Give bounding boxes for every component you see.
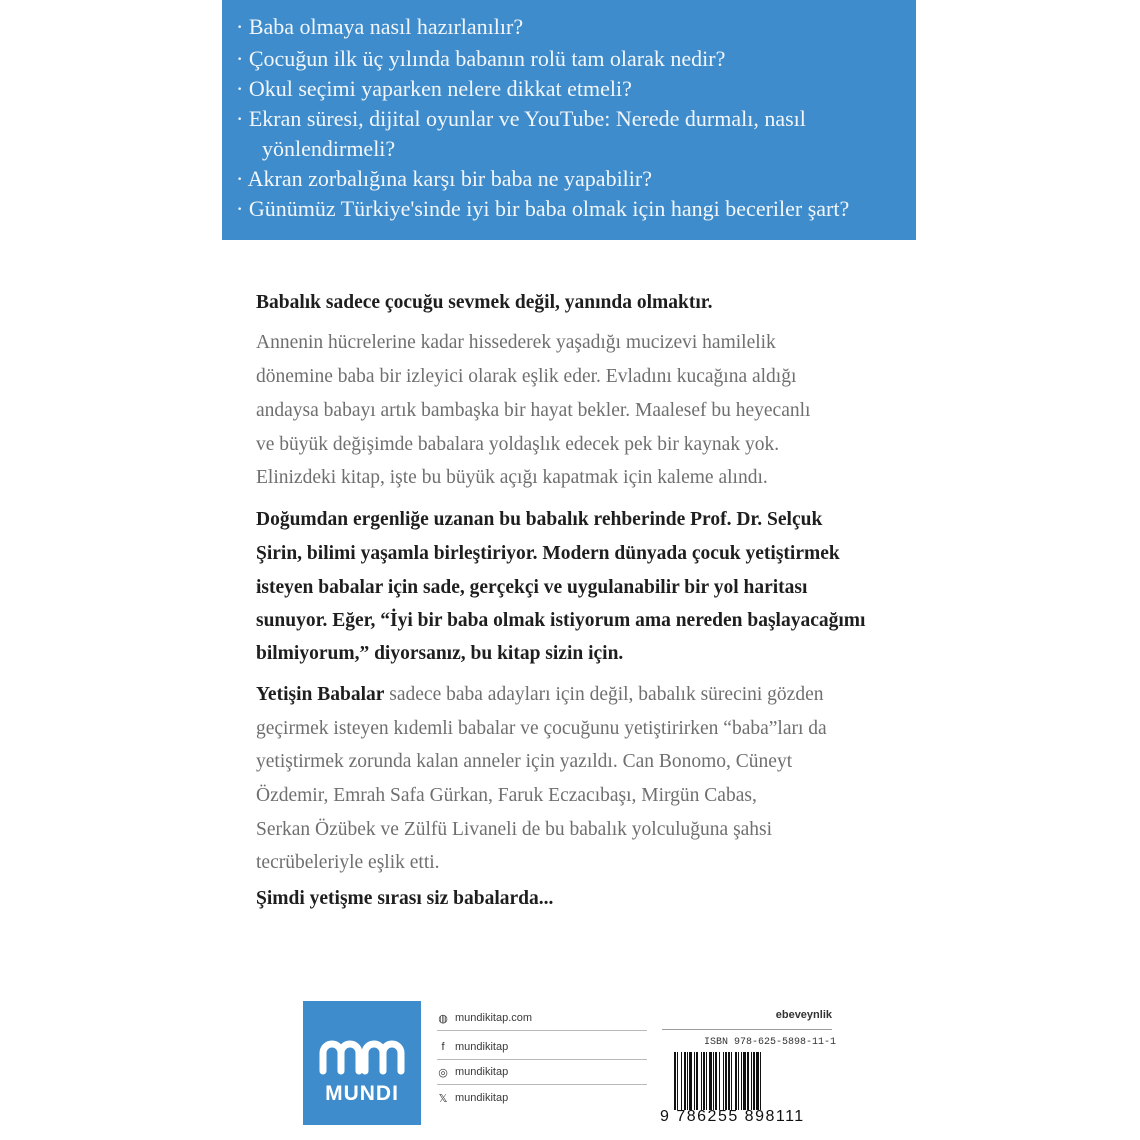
social-x[interactable] [437,1086,647,1110]
question-item: · Çocuğun ilk üç yılında babanın rolü tam olarak nedir? [236,46,726,71]
barcode [672,1052,836,1110]
paragraph-1-line: andaysa babayı artık bambaşka bir hayat bekler. Maalesef bu heyecanlı [256,400,811,421]
isbn-text: ISBN 978-625-5898-11-1 [703,1037,836,1048]
question-item: · Günümüz Türkiye'sinde iyi bir baba olmak için hangi beceriler şart? [236,196,850,221]
publisher-logo [303,1001,421,1125]
barcode-number: 9 786255 898111 [660,1108,805,1125]
paragraph-2-line: Doğumdan ergenliğe uzanan bu babalık rehberinde Prof. Dr. Selçuk [256,509,823,530]
social-label: mundikitap [455,1066,509,1078]
paragraph-2-line: bilmiyorum,” diyorsanız, bu kitap sizin için. [256,643,624,664]
x-icon: 𝕏 [438,1092,448,1105]
paragraph-2-line: sunuyor. Eğer, “İyi bir baba olmak istiyorum ama nereden başlayacağımı [256,610,866,631]
question-item: · Baba olmaya nasıl hazırlanılır? [236,14,524,39]
paragraph-3-line: Serkan Özübek ve Zülfü Livaneli de bu babalık yolculuğuna şahsi [256,819,773,840]
paragraph-3-line [256,680,824,710]
paragraph-3-line: geçirmek isteyen kıdemli babalar ve çocuğunu yetiştirirken “baba”ları da [256,718,827,739]
social-label: mundikitap [455,1041,509,1053]
paragraph-1-line: Annenin hücrelerine kadar hissederek yaşadığı mucizevi hamilelik [256,332,776,353]
social-label: mundikitap [455,1092,509,1104]
social-website[interactable] [437,1006,647,1031]
question-item: · Akran zorbalığına karşı bir baba ne yapabilir? [236,166,653,191]
question-item: · Ekran süresi, dijital oyunlar ve YouTube: Nerede durmalı, nasıl [236,106,806,131]
paragraph-3-line: tecrübeleriyle eşlik etti. [256,852,440,873]
category-label: ebeveynlik [662,1009,832,1030]
paragraph-1-line: dönemine baba bir izleyici olarak eşlik eder. Evladını kucağına aldığı [256,366,797,387]
closing-line: Şimdi yetişme sırası siz babalarda... [256,888,554,909]
mundi-mark-icon [303,1001,421,1081]
tagline: Babalık sadece çocuğu sevmek değil, yanında olmaktır. [256,292,713,313]
social-instagram[interactable] [437,1060,647,1085]
facebook-icon: f [441,1041,445,1053]
paragraph-3-line: yetiştirmek zorunda kalan anneler için yazıldı. Can Bonomo, Cüneyt [256,751,793,772]
paragraph-1-line: ve büyük değişimde babalara yoldaşlık edecek pek bir kaynak yok. [256,434,780,455]
paragraph-3-text: sadece baba adayları için değil, babalık sürecini gözden [384,684,824,705]
instagram-icon: ◎ [438,1066,448,1079]
globe-icon: ◍ [438,1012,448,1025]
paragraph-1-line: Elinizdeki kitap, işte bu büyük açığı kapatmak için kaleme alındı. [256,467,768,488]
book-title: Yetişin Babalar [256,684,385,705]
publisher-name: MUNDI [325,1082,399,1105]
social-label: mundikitap.com [455,1012,533,1024]
paragraph-2-line: Şirin, bilimi yaşamla birleştiriyor. Modern dünyada çocuk yetiştirmek [256,543,840,564]
paragraph-3-line: Özdemir, Emrah Safa Gürkan, Faruk Eczacıbaşı, Mirgün Cabas, [256,785,757,806]
question-item-continuation: yönlendirmeli? [262,136,396,161]
paragraph-2-line: isteyen babalar için sade, gerçekçi ve uygulanabilir bir yol haritası [256,577,808,598]
social-facebook[interactable] [437,1035,647,1060]
question-item: · Okul seçimi yaparken nelere dikkat etmeli? [236,76,632,101]
